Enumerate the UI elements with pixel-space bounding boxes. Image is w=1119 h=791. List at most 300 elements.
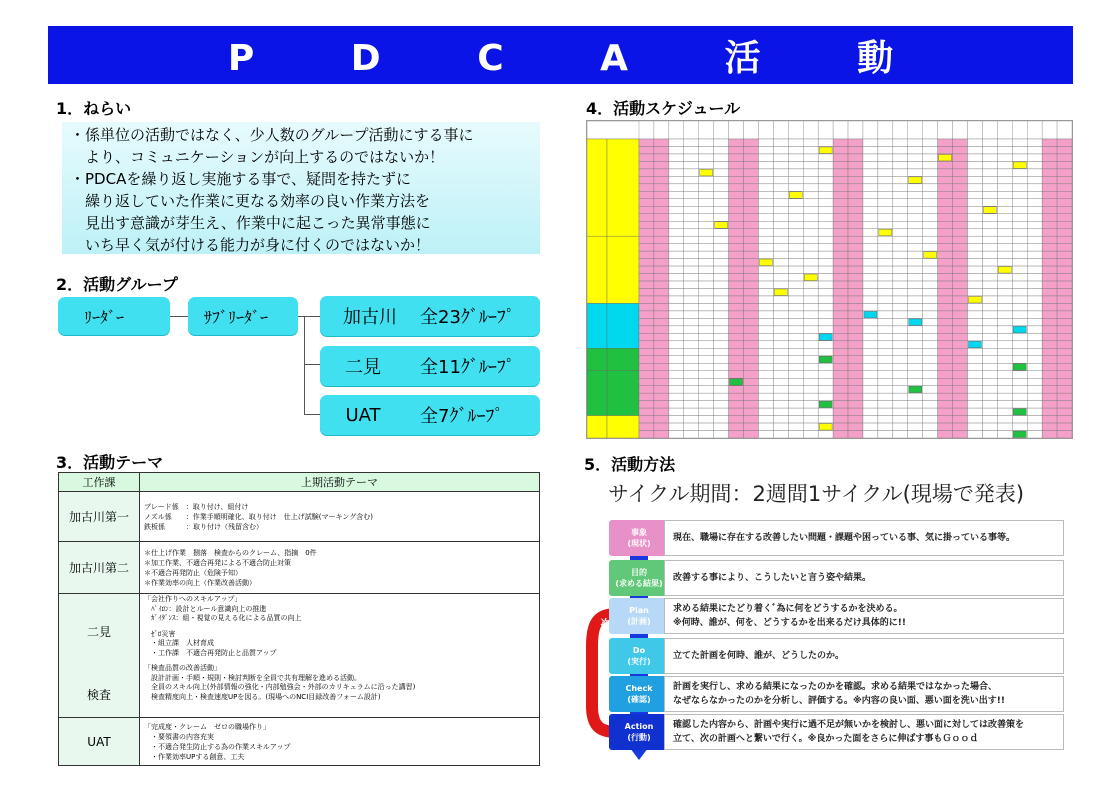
schedule-cell	[684, 236, 699, 243]
schedule-cell	[1042, 259, 1057, 266]
schedule-cell	[714, 348, 729, 355]
flow-step-label	[609, 638, 669, 674]
schedule-cell	[923, 154, 938, 161]
schedule-header-cell	[803, 121, 818, 139]
schedule-cell	[1042, 199, 1057, 206]
connector-line	[170, 316, 188, 317]
schedule-cell	[923, 378, 938, 385]
schedule-marker	[819, 356, 832, 362]
schedule-cell	[997, 139, 1012, 146]
schedule-cell	[863, 206, 878, 213]
schedule-row-band	[607, 348, 639, 370]
schedule-cell	[908, 146, 923, 153]
schedule-cell	[878, 176, 893, 183]
schedule-cell	[878, 274, 893, 281]
schedule-marker	[774, 289, 787, 295]
schedule-cell	[833, 378, 848, 385]
schedule-cell	[773, 214, 788, 221]
schedule-cell	[982, 393, 997, 400]
schedule-cell	[758, 176, 773, 183]
schedule-cell	[758, 341, 773, 348]
schedule-cell	[684, 296, 699, 303]
schedule-cell	[699, 154, 714, 161]
schedule-cell	[923, 326, 938, 333]
schedule-cell	[1057, 259, 1072, 266]
schedule-cell	[744, 356, 759, 363]
schedule-cell	[923, 408, 938, 415]
aim-line: いち早く気が付ける能力が身に付くのではないか！	[70, 236, 431, 254]
schedule-cell	[684, 423, 699, 430]
schedule-cell	[938, 311, 953, 318]
schedule-cell	[714, 161, 729, 168]
schedule-cell	[997, 303, 1012, 310]
schedule-cell	[863, 289, 878, 296]
schedule-cell	[818, 259, 833, 266]
schedule-cell	[684, 184, 699, 191]
schedule-cell	[639, 274, 654, 281]
schedule-cell	[639, 266, 654, 273]
schedule-cell	[982, 303, 997, 310]
schedule-marker	[1013, 326, 1026, 332]
leader-box	[58, 297, 170, 335]
schedule-cell	[878, 356, 893, 363]
schedule-cell	[997, 191, 1012, 198]
schedule-row-band	[607, 139, 639, 236]
schedule-cell	[967, 154, 982, 161]
schedule-cell	[923, 296, 938, 303]
schedule-cell	[982, 199, 997, 206]
schedule-cell	[938, 408, 953, 415]
schedule-cell	[1042, 161, 1057, 168]
schedule-cell	[953, 199, 968, 206]
schedule-cell	[878, 154, 893, 161]
schedule-cell	[803, 431, 818, 438]
flow-step-description: 求める結果にたどり着くﾞ為に何をどうするかを決める。 ※何時、誰が、何を、どうするかを出来るだけ具体的に!!	[664, 598, 1064, 634]
schedule-cell	[1027, 244, 1042, 251]
schedule-cell	[833, 431, 848, 438]
schedule-cell	[758, 214, 773, 221]
schedule-cell	[893, 236, 908, 243]
schedule-cell	[714, 341, 729, 348]
schedule-cell	[773, 303, 788, 310]
schedule-cell	[967, 326, 982, 333]
schedule-cell	[818, 281, 833, 288]
theme-line: ノズル係 ：作業手順明確化、取り付け 仕上げ試験(マーキング含む)	[144, 512, 373, 521]
schedule-cell	[714, 311, 729, 318]
flow-step-description: 確認した内容から、計画や実行に過不足が無いかを検討し、悪い面に対しては改善策を 立て、次の計画へと繋いで行く。※良かった面をさらに伸ばす事もＧｏｏｄ	[664, 714, 1064, 750]
schedule-cell	[1057, 206, 1072, 213]
schedule-cell	[967, 318, 982, 325]
schedule-marker	[1013, 364, 1026, 370]
schedule-cell	[1012, 281, 1027, 288]
theme-dept: 検査	[86, 688, 111, 702]
schedule-cell	[714, 326, 729, 333]
schedule-cell	[669, 303, 684, 310]
schedule-cell	[848, 184, 863, 191]
schedule-cell	[938, 184, 953, 191]
schedule-cell	[1027, 386, 1042, 393]
schedule-cell	[848, 311, 863, 318]
schedule-cell	[908, 221, 923, 228]
schedule-cell	[639, 371, 654, 378]
schedule-cell	[744, 146, 759, 153]
schedule-cell	[908, 393, 923, 400]
schedule-cell	[953, 401, 968, 408]
schedule-cell	[758, 154, 773, 161]
flow-step-label	[609, 560, 669, 596]
schedule-cell	[654, 348, 669, 355]
connector-line	[298, 316, 320, 317]
schedule-cell	[639, 318, 654, 325]
schedule-cell	[684, 303, 699, 310]
schedule-cell	[744, 393, 759, 400]
schedule-cell	[1057, 423, 1072, 430]
schedule-cell	[893, 401, 908, 408]
schedule-cell	[639, 139, 654, 146]
theme-dept: 二見	[86, 625, 111, 639]
schedule-header-cell	[773, 121, 788, 139]
schedule-cell	[938, 281, 953, 288]
schedule-header-cell	[908, 121, 923, 139]
schedule-cell	[714, 184, 729, 191]
schedule-cell	[1012, 236, 1027, 243]
schedule-cell	[982, 146, 997, 153]
schedule-cell	[699, 378, 714, 385]
schedule-cell	[758, 244, 773, 251]
schedule-cell	[1057, 371, 1072, 378]
schedule-cell	[654, 408, 669, 415]
schedule-cell	[997, 348, 1012, 355]
schedule-cell	[878, 326, 893, 333]
schedule-cell	[654, 229, 669, 236]
schedule-cell	[684, 259, 699, 266]
schedule-cell	[893, 289, 908, 296]
schedule-cell	[893, 266, 908, 273]
schedule-cell	[953, 169, 968, 176]
schedule-header-cell	[938, 121, 953, 139]
schedule-cell	[714, 378, 729, 385]
schedule-cell	[953, 333, 968, 340]
schedule-cell	[953, 408, 968, 415]
cycle-period: サイクル期間：2週間1サイクル(現場で発表)	[608, 482, 1025, 506]
schedule-cell	[758, 408, 773, 415]
flow-step-sub: (行動)	[627, 733, 651, 742]
schedule-cell	[714, 259, 729, 266]
schedule-cell	[908, 154, 923, 161]
schedule-cell	[654, 259, 669, 266]
schedule-cell	[878, 259, 893, 266]
schedule-cell	[654, 206, 669, 213]
schedule-cell	[639, 229, 654, 236]
schedule-cell	[938, 139, 953, 146]
schedule-cell	[684, 363, 699, 370]
schedule-cell	[908, 281, 923, 288]
schedule-cell	[639, 146, 654, 153]
schedule-cell	[953, 206, 968, 213]
schedule-cell	[923, 146, 938, 153]
theme-line: ＊作業効率の向上（作業改善活動）	[144, 578, 256, 587]
schedule-cell	[684, 146, 699, 153]
schedule-cell	[997, 431, 1012, 438]
schedule-cell	[953, 386, 968, 393]
schedule-cell	[714, 229, 729, 236]
schedule-cell	[908, 229, 923, 236]
schedule-cell	[684, 318, 699, 325]
schedule-cell	[773, 356, 788, 363]
schedule-cell	[818, 341, 833, 348]
schedule-cell	[953, 146, 968, 153]
schedule-cell	[1012, 393, 1027, 400]
schedule-cell	[893, 251, 908, 258]
theme-dept: UAT	[59, 718, 140, 766]
schedule-cell	[967, 378, 982, 385]
schedule-cell	[729, 348, 744, 355]
schedule-cell	[818, 176, 833, 183]
schedule-cell	[982, 259, 997, 266]
schedule-cell	[997, 393, 1012, 400]
schedule-cell	[863, 333, 878, 340]
schedule-cell	[953, 363, 968, 370]
schedule-cell	[654, 191, 669, 198]
schedule-cell	[714, 266, 729, 273]
schedule-cell	[788, 431, 803, 438]
schedule-cell	[863, 423, 878, 430]
schedule-cell	[788, 251, 803, 258]
schedule-cell	[1012, 296, 1027, 303]
schedule-cell	[669, 206, 684, 213]
schedule-cell	[699, 176, 714, 183]
schedule-cell	[758, 161, 773, 168]
schedule-cell	[938, 371, 953, 378]
schedule-cell	[803, 146, 818, 153]
schedule-cell	[938, 161, 953, 168]
schedule-cell	[908, 161, 923, 168]
schedule-cell	[982, 401, 997, 408]
schedule-cell	[982, 184, 997, 191]
schedule-header-cell	[833, 121, 848, 139]
schedule-cell	[833, 303, 848, 310]
schedule-cell	[758, 206, 773, 213]
schedule-cell	[982, 289, 997, 296]
schedule-cell	[699, 408, 714, 415]
schedule-cell	[714, 199, 729, 206]
schedule-cell	[699, 199, 714, 206]
schedule-cell	[744, 176, 759, 183]
schedule-cell	[1057, 408, 1072, 415]
schedule-cell	[967, 244, 982, 251]
schedule-cell	[1012, 244, 1027, 251]
schedule-cell	[773, 341, 788, 348]
schedule-cell	[848, 408, 863, 415]
schedule-group-band	[587, 416, 607, 438]
schedule-cell	[997, 311, 1012, 318]
schedule-cell	[1042, 244, 1057, 251]
schedule-cell	[699, 139, 714, 146]
schedule-cell	[848, 176, 863, 183]
schedule-cell	[654, 326, 669, 333]
schedule-cell	[1057, 176, 1072, 183]
schedule-cell	[908, 431, 923, 438]
schedule-cell	[788, 408, 803, 415]
theme-cell	[140, 594, 540, 718]
schedule-cell	[848, 303, 863, 310]
schedule-cell	[1012, 318, 1027, 325]
schedule-cell	[833, 169, 848, 176]
schedule-cell	[848, 341, 863, 348]
schedule-cell	[923, 333, 938, 340]
schedule-cell	[699, 274, 714, 281]
schedule-cell	[893, 393, 908, 400]
schedule-cell	[758, 236, 773, 243]
schedule-cell	[744, 184, 759, 191]
flow-step-label	[609, 520, 669, 556]
theme-line: 「検査品質の改善活動」	[144, 664, 221, 672]
schedule-cell	[699, 229, 714, 236]
schedule-cell	[818, 363, 833, 370]
schedule-cell	[1042, 416, 1057, 423]
schedule-header-cell	[788, 121, 803, 139]
team-name: UAT	[345, 404, 381, 426]
schedule-cell	[1027, 214, 1042, 221]
schedule-cell	[669, 169, 684, 176]
schedule-cell	[788, 386, 803, 393]
schedule-cell	[893, 416, 908, 423]
schedule-cell	[997, 161, 1012, 168]
schedule-cell	[848, 393, 863, 400]
schedule-cell	[1057, 356, 1072, 363]
schedule-cell	[1057, 236, 1072, 243]
schedule-cell	[699, 326, 714, 333]
schedule-cell	[1042, 296, 1057, 303]
schedule-cell	[982, 423, 997, 430]
flow-step-name: Check	[625, 684, 653, 693]
schedule-cell	[878, 416, 893, 423]
schedule-cell	[684, 408, 699, 415]
schedule-cell	[669, 431, 684, 438]
schedule-cell	[953, 259, 968, 266]
aims-heading: 1．ねらい	[56, 99, 132, 118]
schedule-cell	[1012, 289, 1027, 296]
schedule-cell	[684, 199, 699, 206]
theme-line: ｶﾞｲﾀﾞﾝｽ：組・視覚の見える化による品質の向上	[144, 614, 302, 622]
schedule-cell	[893, 326, 908, 333]
schedule-cell	[848, 221, 863, 228]
schedule-cell	[773, 333, 788, 340]
schedule-cell	[997, 214, 1012, 221]
schedule-cell	[744, 154, 759, 161]
schedule-cell	[818, 296, 833, 303]
schedule-cell	[982, 408, 997, 415]
schedule-cell	[982, 311, 997, 318]
schedule-cell	[1042, 169, 1057, 176]
schedule-marker	[924, 252, 937, 258]
schedule-cell	[699, 303, 714, 310]
schedule-cell	[967, 139, 982, 146]
schedule-cell	[893, 371, 908, 378]
schedule-cell	[997, 244, 1012, 251]
schedule-cell	[654, 214, 669, 221]
schedule-cell	[848, 289, 863, 296]
schedule-cell	[1042, 274, 1057, 281]
schedule-cell	[744, 378, 759, 385]
theme-col-dept: 工作課	[59, 473, 140, 492]
schedule-cell	[967, 274, 982, 281]
schedule-cell	[938, 363, 953, 370]
schedule-group-band	[587, 236, 607, 303]
schedule-cell	[639, 161, 654, 168]
schedule-cell	[893, 423, 908, 430]
schedule-cell	[654, 266, 669, 273]
schedule-cell	[818, 266, 833, 273]
schedule-cell	[684, 169, 699, 176]
schedule-cell	[967, 416, 982, 423]
schedule-cell	[684, 274, 699, 281]
schedule-cell	[1027, 333, 1042, 340]
schedule-header-cell	[699, 121, 714, 139]
schedule-cell	[1057, 289, 1072, 296]
schedule-cell	[803, 289, 818, 296]
schedule-header-cell	[1042, 121, 1057, 139]
schedule-cell	[684, 161, 699, 168]
schedule-cell	[1057, 303, 1072, 310]
schedule-cell	[729, 326, 744, 333]
flow-step-sub: (実行)	[627, 657, 651, 666]
schedule-cell	[684, 281, 699, 288]
schedule-cell	[863, 356, 878, 363]
schedule-cell	[803, 401, 818, 408]
schedule-cell	[908, 169, 923, 176]
schedule-cell	[863, 266, 878, 273]
schedule-cell	[699, 356, 714, 363]
schedule-cell	[1027, 318, 1042, 325]
schedule-header-cell	[1027, 121, 1042, 139]
schedule-cell	[878, 348, 893, 355]
schedule-cell	[654, 386, 669, 393]
schedule-cell	[744, 244, 759, 251]
schedule-marker	[939, 154, 952, 160]
schedule-cell	[833, 356, 848, 363]
schedule-cell	[788, 401, 803, 408]
schedule-cell	[669, 363, 684, 370]
schedule-cell	[923, 176, 938, 183]
schedule-cell	[729, 281, 744, 288]
schedule-marker	[998, 267, 1011, 273]
schedule-cell	[669, 408, 684, 415]
schedule-cell	[893, 214, 908, 221]
schedule-cell	[1027, 221, 1042, 228]
schedule-header-cell	[729, 121, 744, 139]
schedule-marker	[819, 401, 832, 407]
schedule-cell	[729, 311, 744, 318]
schedule-cell	[863, 161, 878, 168]
schedule-cell	[773, 266, 788, 273]
leader-label: ﾘｰﾀﾞｰ	[84, 307, 125, 327]
schedule-cell	[639, 176, 654, 183]
schedule-cell	[833, 401, 848, 408]
schedule-cell	[833, 371, 848, 378]
schedule-cell	[953, 318, 968, 325]
schedule-cell	[953, 341, 968, 348]
schedule-cell	[639, 281, 654, 288]
schedule-cell	[1057, 161, 1072, 168]
schedule-cell	[639, 401, 654, 408]
schedule-cell	[788, 161, 803, 168]
schedule-cell	[744, 371, 759, 378]
schedule-marker	[819, 424, 832, 430]
schedule-cell	[714, 169, 729, 176]
schedule-cell	[773, 221, 788, 228]
schedule-cell	[1012, 139, 1027, 146]
